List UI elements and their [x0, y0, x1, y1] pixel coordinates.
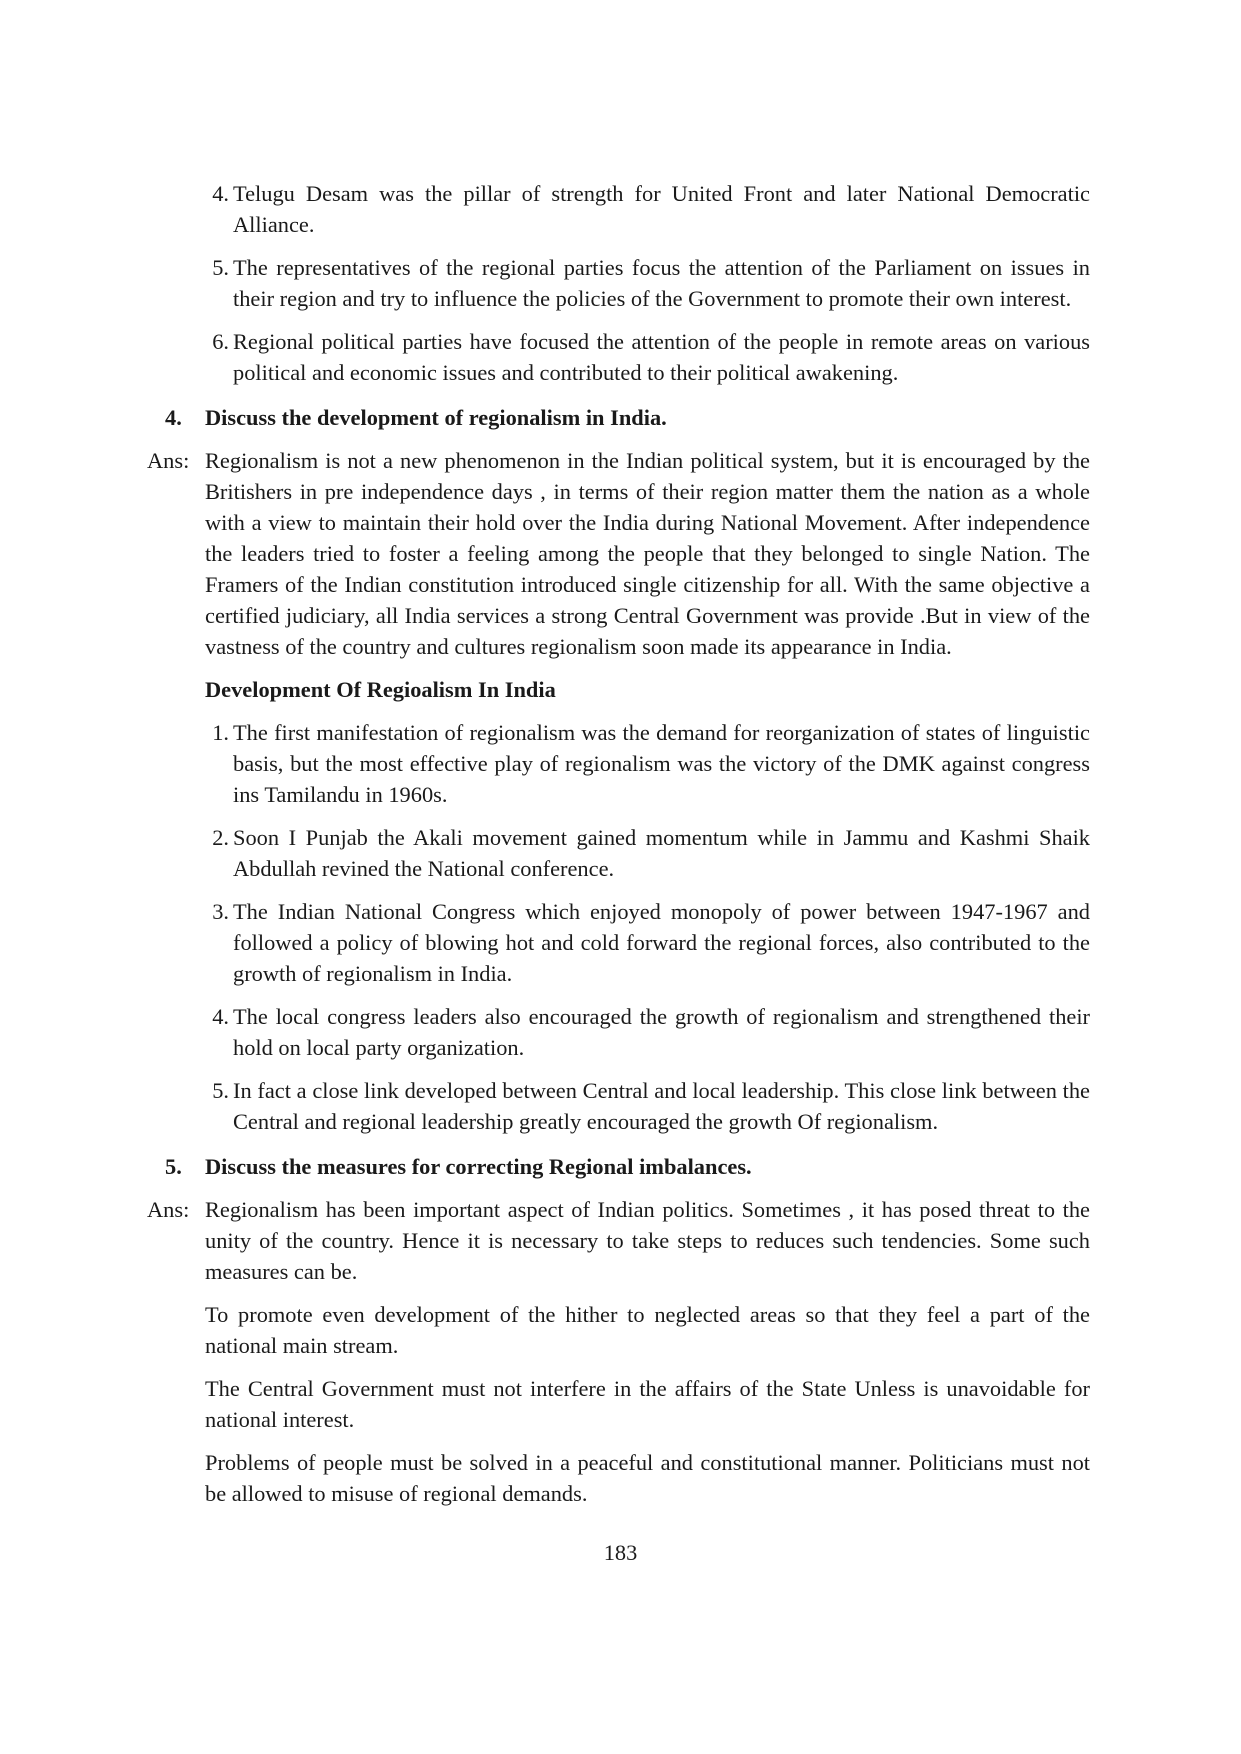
list-item-text: Regional political parties have focused the attention of the people in remote areas on various political and economic issues and contributed to their political awakening.	[233, 329, 1090, 385]
list-item-number: 4.	[212, 1004, 229, 1029]
list-item	[212, 178, 1090, 240]
paragraph: Problems of people must be solved in a peaceful and constitutional manner. Politicians must not be allowed to misuse of regional demands.	[205, 1450, 1090, 1506]
list-item	[212, 252, 1090, 314]
section-subheading: Development Of Regioalism In India	[205, 677, 556, 702]
answer-label: Ans:	[147, 448, 190, 473]
question-5	[165, 1151, 1090, 1182]
answer-label: Ans:	[147, 1197, 190, 1222]
list-item	[212, 1075, 1090, 1137]
page-content	[0, 178, 1241, 1521]
question-number: 5.	[165, 1154, 182, 1179]
development-list	[0, 717, 1241, 1137]
question-text: Discuss the measures for correcting Regional imbalances.	[205, 1154, 752, 1179]
page-number: 183	[603, 1540, 638, 1565]
list-item-number: 2.	[212, 825, 229, 850]
question-4	[165, 402, 1090, 433]
list-item-number: 4.	[212, 181, 229, 206]
paragraph: To promote even development of the hither to neglected areas so that they feel a part of the national main stream.	[205, 1302, 1090, 1358]
question-text: Discuss the development of regionalism in India.	[205, 405, 667, 430]
list-item-number: 1.	[212, 720, 229, 745]
list-item-text: The local congress leaders also encouraged the growth of regionalism and strengthened their hold on local party organization.	[233, 1004, 1090, 1060]
list-item	[212, 1001, 1090, 1063]
list-item	[212, 326, 1090, 388]
list-item-number: 3.	[212, 899, 229, 924]
list-item-text: The representatives of the regional parties focus the attention of the Parliament on issues in their region and try to influence the policies of the Government to promote their own interest.	[233, 255, 1090, 311]
answer-4	[147, 445, 1090, 662]
list-item	[212, 822, 1090, 884]
list-item-text: Telugu Desam was the pillar of strength for United Front and later National Democratic Alliance.	[233, 181, 1090, 237]
list-item-text: The Indian National Congress which enjoyed monopoly of power between 1947-1967 and followed a policy of blowing hot and cold forward the regional forces, also contributed to the growth of regionalism in India.	[233, 899, 1090, 986]
list-item	[212, 717, 1090, 810]
list-item-number: 5.	[212, 255, 229, 280]
answer-5	[147, 1194, 1090, 1287]
list-item-text: Soon I Punjab the Akali movement gained momentum while in Jammu and Kashmi Shaik Abdullah revined the National conference.	[233, 825, 1090, 881]
list-item	[212, 896, 1090, 989]
paragraph: The Central Government must not interfere in the affairs of the State Unless is unavoidable for national interest.	[205, 1376, 1090, 1432]
list-item-number: 6.	[212, 329, 229, 354]
list-item-text: The first manifestation of regionalism was the demand for reorganization of states of linguistic basis, but the most effective play of regionalism was the victory of the DMK against congress ins Tamilandu in 1960s.	[233, 720, 1090, 807]
answer-text: Regionalism has been important aspect of Indian politics. Sometimes , it has posed threat to the unity of the country. Hence it is necessary to take steps to reduces such tendencies. Some such measures can be.	[205, 1197, 1090, 1284]
list-item-number: 5.	[212, 1078, 229, 1103]
answer-text: Regionalism is not a new phenomenon in the Indian political system, but it is encouraged by the Britishers in pre independence days , in terms of their region matter them the nation as a whole with a view to maintain their hold over the India during National Movement. After independence the leaders tried to foster a feeling among the people that they belonged to single Nation. The Framers of the Indian constitution introduced single citizenship for all. With the same objective a certified judiciary, all India services a strong Central Government was provide .But in view of the vastness of the country and cultures regionalism soon made its appearance in India.	[205, 448, 1090, 659]
question-number: 4.	[165, 405, 182, 430]
top-list	[0, 178, 1241, 388]
list-item-text: In fact a close link developed between Central and local leadership. This close link between the Central and regional leadership greatly encouraged the growth Of regionalism.	[233, 1078, 1090, 1134]
